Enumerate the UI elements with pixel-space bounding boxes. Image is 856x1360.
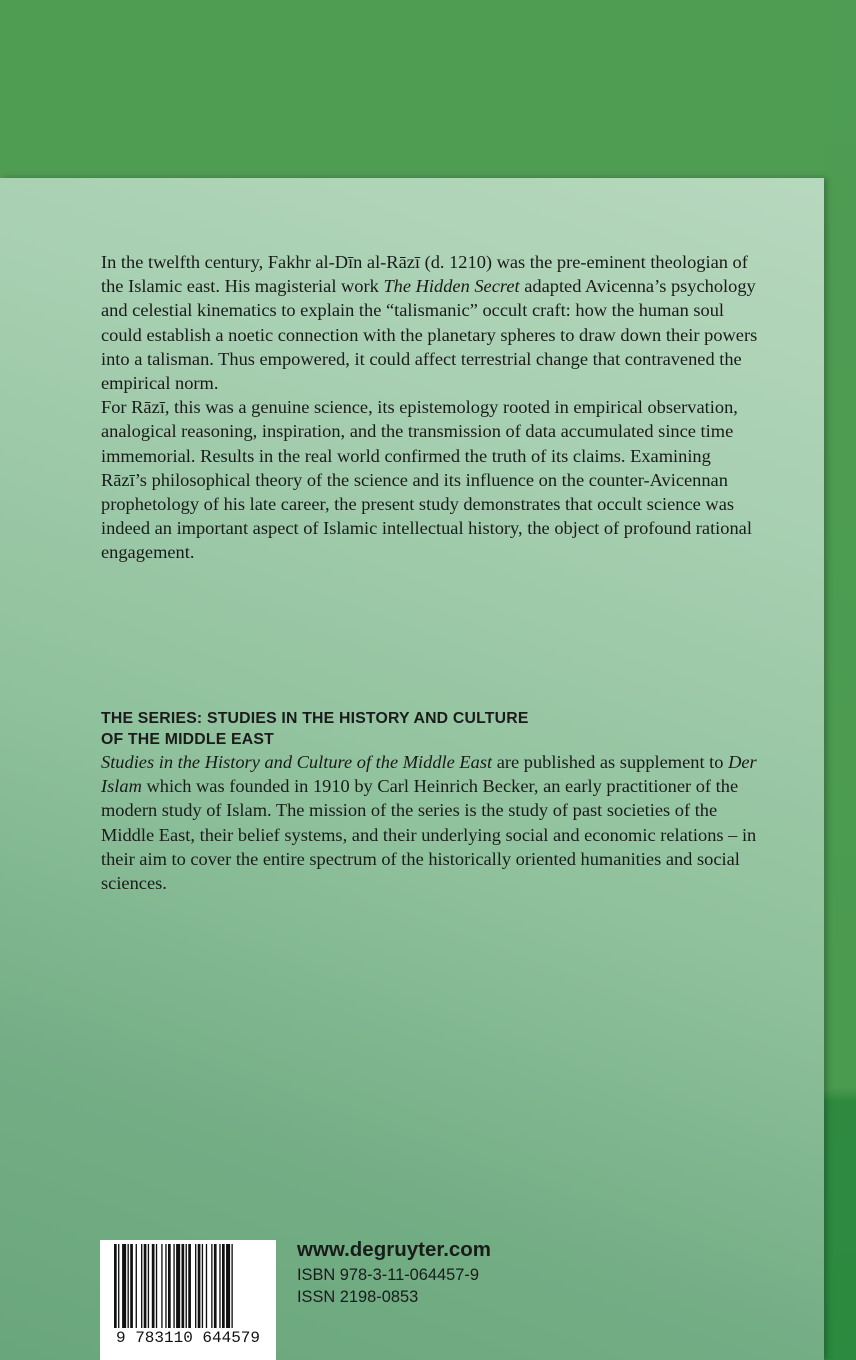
barcode-bar: [202, 1244, 203, 1328]
barcode-bar: [118, 1244, 119, 1328]
barcode-bar: [165, 1244, 166, 1328]
publisher-info: [297, 1236, 491, 1308]
barcode-bar: [226, 1244, 230, 1328]
barcode-bar: [128, 1244, 129, 1328]
issn: ISSN 2198-0853: [297, 1288, 419, 1306]
publisher-website: www.degruyter.com: [297, 1238, 492, 1261]
barcode-bar: [173, 1244, 174, 1328]
barcode-bar: [148, 1244, 149, 1328]
barcode-bar: [136, 1244, 137, 1328]
book-description: [101, 250, 761, 565]
barcode-bar: [206, 1244, 207, 1328]
barcode-bar: [156, 1244, 157, 1328]
description-paragraph-1: In the twelfth century, Fakhr al-Dīn al-Rāzī (d. 1210) was the pre-eminent theologian of the Islamic east. His magisterial work The Hidden Secret adapted Avicenna’s psychology and celestial kinematics to explain the “talismanic” occult craft: how the human soul could establish a noetic connection with the planetary spheres to draw down their powers into a talisman. Thus empowered, it could affect terrestrial change that contravened the empirical norm.: [101, 252, 758, 394]
barcode-bar: [114, 1244, 117, 1328]
description-paragraph-2: For Rāzī, this was a genuine science, its epistemology rooted in empirical observation, analogical reasoning, inspiration, and the transmission of data accumulated since time immemorial. Results in the real world confirmed the truth of its claims. Examining Rāzī’s philosophical theory of the science and its influence on the counter-Avicennan prophetology of his late career, the present study demonstrates that occult science was indeed an important aspect of Islamic intellectual history, the object of profound rational engagement.: [101, 397, 752, 563]
barcode-digits: 9 783110 644579: [115, 1329, 261, 1347]
barcode-bar: [219, 1244, 220, 1328]
barcode-bar: [198, 1244, 201, 1328]
barcode-bar: [130, 1244, 133, 1328]
barcode: [100, 1240, 276, 1360]
barcode-bar: [231, 1244, 232, 1328]
barcode-bar: [161, 1244, 162, 1328]
barcode-bar: [211, 1244, 212, 1328]
barcode-bar: [214, 1244, 217, 1328]
cover-edge-strip: [824, 0, 856, 1360]
barcode-bar: [141, 1244, 142, 1328]
barcode-bar: [195, 1244, 196, 1328]
series-section: [101, 708, 761, 895]
barcode-bar: [144, 1244, 147, 1328]
barcode-bar: [186, 1244, 187, 1328]
barcode-bar: [182, 1244, 185, 1328]
work-title: The Hidden Secret: [383, 276, 520, 297]
isbn: ISBN 978-3-11-064457-9: [297, 1266, 479, 1284]
barcode-bar: [176, 1244, 180, 1328]
barcode-bar: [188, 1244, 191, 1328]
barcode-bar: [122, 1244, 126, 1328]
barcode-bar: [222, 1244, 225, 1328]
series-description: Studies in the History and Culture of the Middle East are published as supplement to Der Islam which was founded in 1910 by Carl Heinrich Becker, an early practitioner of the modern study of Islam. The mission of the series is the study of past societies of the Middle East, their belief systems, and their underlying social and economic relations – in their aim to cover the entire spectrum of the historically oriented humanities and social sciences.: [101, 752, 757, 894]
barcode-graphic: [100, 1240, 276, 1360]
series-heading: THE SERIES: STUDIES IN THE HISTORY AND CULTURE OF THE MIDDLE EAST: [101, 710, 529, 748]
barcode-bar: [168, 1244, 171, 1328]
barcode-bar: [152, 1244, 155, 1328]
journal-title: Der Islam: [101, 752, 757, 797]
series-title: Studies in the History and Culture of the Middle East: [101, 752, 493, 772]
